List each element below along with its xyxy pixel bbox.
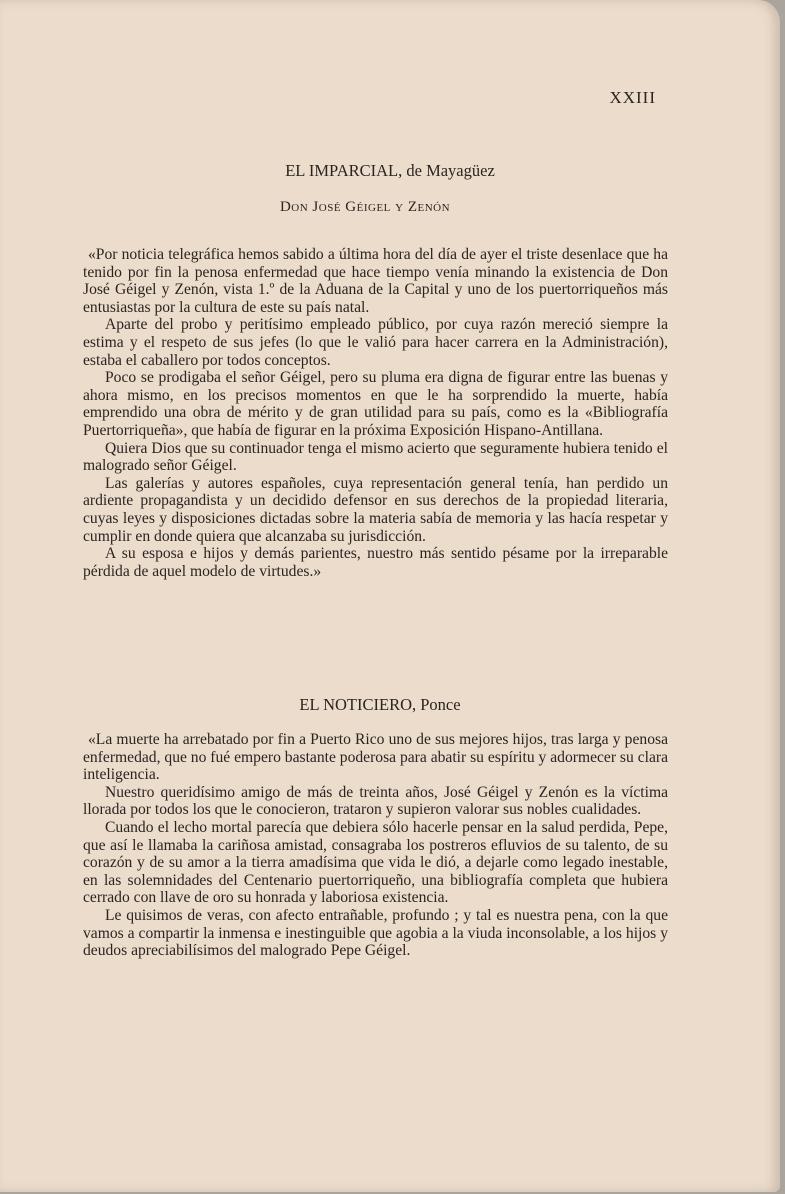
- section-heading-imparcial: EL IMPARCIAL, de Mayagüez: [285, 161, 495, 180]
- page-number: XXIII: [609, 88, 656, 107]
- paragraph: Cuando el lecho mortal parecía que debiera sólo hacerle pensar en la salud perdida, Pepe, que así le llamaba la cariñosa amistad, consagraba los postreros efluvios de su talento, de su corazón y de su amor a la tierra amadísima que vida le dió, a dejarle como legado inestable, en las solemnidades del Centenario puertorriqueño, una bibliografía completa que hubiera cerrado con llave de oro su honrada y laboriosa existencia.: [83, 818, 668, 907]
- paragraph: Le quisimos de veras, con afecto entrañable, profundo ; y tal es nuestra pena, con la que vamos a compartir la inmensa e inestinguible que agobia a la viuda inconsolable, a los hijos y deudos apreciabilísimos del malogrado Pepe Géigel.: [83, 906, 668, 960]
- paragraph: «Por noticia telegráfica hemos sabido a última hora del día de ayer el triste desenlace que ha tenido por fin la penosa enfermedad que hace tiempo venía minando la existencia de Don José Géigel y Zenón, vista 1.º de la Aduana de la Capital y uno de los puertorriqueños más entusiastas por la cultura de este su país natal.: [83, 246, 668, 316]
- paragraph: Poco se prodigaba el señor Géigel, pero su pluma era digna de figurar entre las buenas y ahora mismo, en los precisos momentos en que le ha sorprendido la muerte, había emprendido una obra de mérito y de gran utilidad para su país, como es la «Bibliografía Puertorriqueña», que había de figurar en la próxima Exposición Hispano-Antillana.: [83, 369, 668, 439]
- article-imparcial: [83, 246, 668, 580]
- paragraph: Quiera Dios que su continuador tenga el mismo acierto que seguramente hubiera tenido el malogrado señor Géigel.: [83, 439, 668, 475]
- paragraph: Las galerías y autores españoles, cuya representación general tenía, han perdido un ardiente propagandista y un decidido defensor en sus derechos de la propiedad literaria, cuyas leyes y disposiciones dictadas sobre la materia sabía de memoria y las hacía respetar y cumplir en donde quiera que alcanzaba su jurisdicción.: [83, 474, 668, 545]
- section-subheading-name: Don José Géigel y Zenón: [279, 199, 451, 215]
- article-noticiero: [83, 731, 668, 960]
- paragraph: «La muerte ha arrebatado por fin a Puerto Rico uno de sus mejores hijos, tras larga y penosa enfermedad, que no fué empero bastante poderosa para abatir su espíritu y adormecer su clara inteligencia.: [83, 731, 668, 784]
- paragraph: A su esposa e hijos y demás parientes, nuestro más sentido pésame por la irreparable pérdida de aquel modelo de virtudes.»: [83, 545, 668, 580]
- section-heading-noticiero: EL NOTICIERO, Ponce: [299, 695, 461, 714]
- paragraph: Nuestro queridísimo amigo de más de treinta años, José Géigel y Zenón es la víctima llorada por todos los que le conocieron, trataron y supieron valorar sus nobles cualidades.: [83, 783, 668, 819]
- paragraph: Aparte del probo y peritísimo empleado público, por cuya razón mereció siempre la estima y el respeto de sus jefes (lo que le valió para hacer carrera en la Administración), estaba el caballero por todos conceptos.: [83, 316, 668, 369]
